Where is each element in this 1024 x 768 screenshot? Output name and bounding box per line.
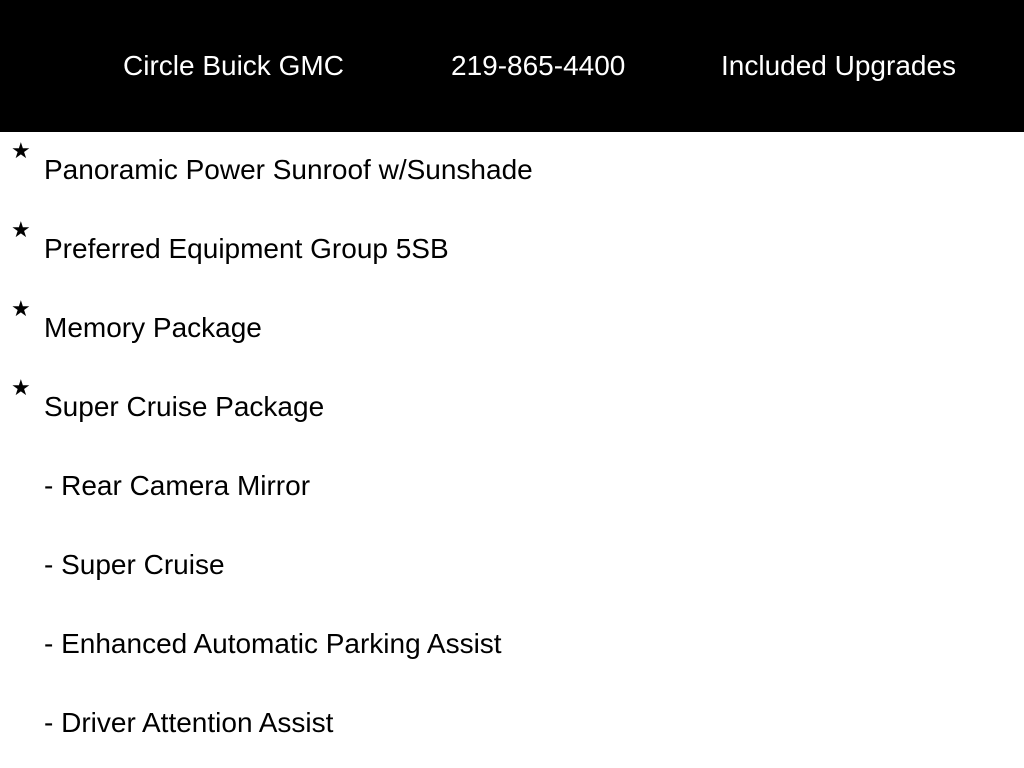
upgrade-label: Panoramic Power Sunroof w/Sunshade xyxy=(44,154,533,185)
upgrade-label: Preferred Equipment Group 5SB xyxy=(44,233,449,264)
list-item xyxy=(0,369,1024,422)
star-icon: ★ xyxy=(11,138,31,163)
list-item xyxy=(0,606,1024,659)
header-bar xyxy=(0,0,1024,132)
section-title: Included Upgrades xyxy=(721,50,957,81)
upgrade-label: Memory Package xyxy=(44,312,262,343)
upgrade-sub-label: - Rear Camera Mirror xyxy=(44,470,311,501)
upgrade-sub-label: - Super Cruise xyxy=(44,549,225,580)
list-item xyxy=(0,132,1024,185)
list-item xyxy=(0,290,1024,343)
list-item xyxy=(0,685,1024,738)
upgrade-sub-label: - Driver Attention Assist xyxy=(44,707,334,738)
star-icon: ★ xyxy=(11,296,31,321)
phone-number: 219-865-4400 xyxy=(451,50,626,81)
upgrade-label: Super Cruise Package xyxy=(44,391,325,422)
list-item xyxy=(0,211,1024,264)
upgrade-sub-label: - Enhanced Automatic Parking Assist xyxy=(44,628,502,659)
dealer-name: Circle Buick GMC xyxy=(123,50,344,81)
list-item xyxy=(0,527,1024,580)
star-icon: ★ xyxy=(11,375,31,400)
list-item xyxy=(0,448,1024,501)
star-icon: ★ xyxy=(11,217,31,242)
